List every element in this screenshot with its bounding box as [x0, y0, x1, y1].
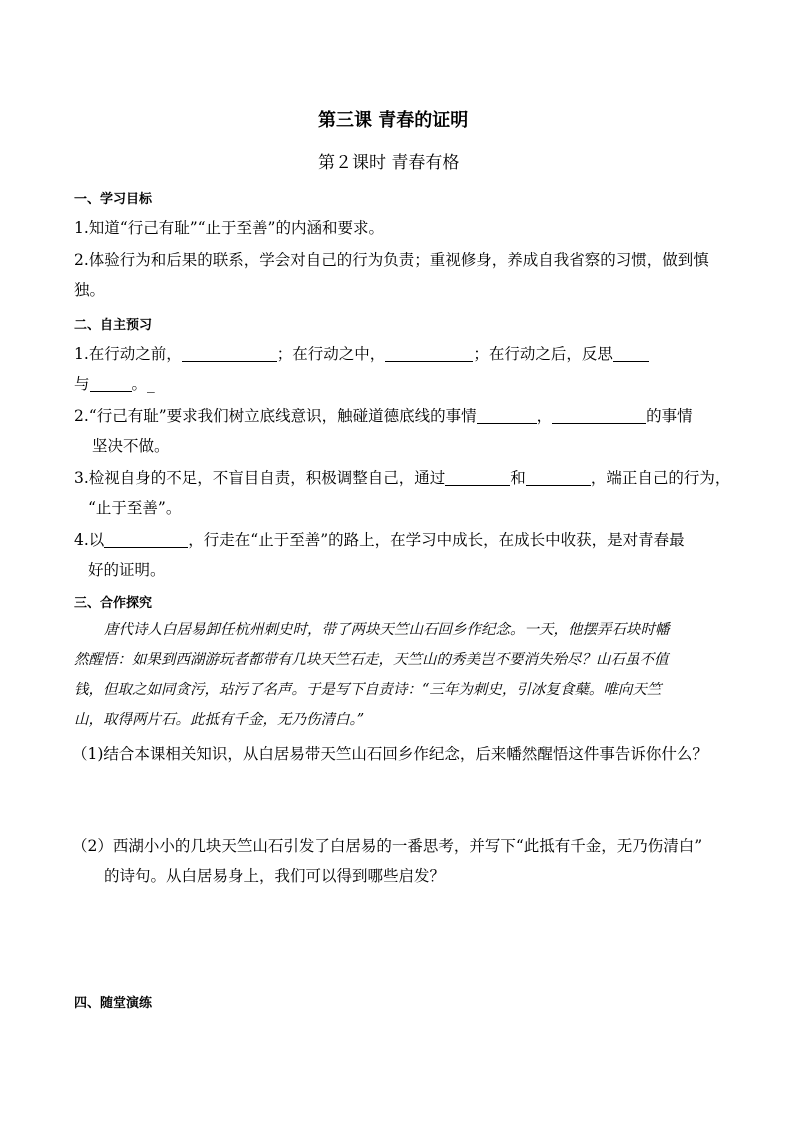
preview-q2-text-b: ， — [536, 407, 553, 425]
fill-blank[interactable] — [445, 470, 510, 486]
preview-q3-text-c: ，端正自己的行为， — [590, 469, 731, 487]
preview-q3-text-a: 3.检视自身的不足，不盲目自责，积极调整自己，通过 — [74, 469, 446, 487]
preview-q2-text-a: 2.“行己有耻”要求我们树立底线意识，触碰道德底线的事情 — [74, 407, 477, 425]
preview-q1-text-b: ；在行动之中， — [276, 345, 386, 363]
preview-q2-text-c: 的事情 — [646, 407, 693, 425]
preview-question-4 — [74, 528, 685, 550]
inquiry-question-2: （2）西湖小小的几块天竺山石引发了白居易的一番思考，并写下“此抵有千金，无乃伤清白” — [72, 837, 703, 855]
fill-blank[interactable] — [552, 408, 646, 424]
section-heading-goals: 一、学习目标 — [74, 192, 153, 207]
section-heading-practice: 四、随堂演练 — [74, 996, 153, 1011]
preview-q1-text-a: 1.在行动之前， — [74, 345, 182, 363]
inquiry-question-2-cont: 的诗句。从白居易身上，我们可以得到哪些启发？ — [104, 867, 446, 885]
passage-line: 唐代诗人白居易卸任杭州刺史时，带了两块天竺山石回乡作纪念。一天，他摆弄石块时幡 — [104, 622, 670, 638]
fill-blank[interactable] — [613, 346, 649, 362]
preview-question-4-cont: 好的证明。 — [88, 561, 166, 579]
preview-question-2-cont: 坚决不做。 — [92, 437, 170, 455]
preview-question-3-cont: “止于至善”。 — [88, 499, 182, 517]
preview-q1-text-c: ；在行动之后，反思 — [473, 345, 613, 363]
page-title: 第三课 青春的证明 — [318, 110, 469, 131]
fill-blank[interactable] — [385, 346, 473, 362]
passage-line: 然醒悟：如果到西湖游玩者都带有几块天竺石走，天竺山的秀美岂不要消失殆尽？山石虽不值 — [74, 652, 669, 668]
fill-blank[interactable] — [104, 532, 188, 548]
preview-question-1 — [74, 342, 649, 364]
preview-question-1-cont — [74, 372, 155, 394]
preview-question-2 — [74, 404, 693, 426]
preview-q4-text-b: ，行走在“止于至善”的路上，在学习中成长，在成长中收获，是对青春最 — [188, 531, 685, 549]
fill-blank[interactable] — [90, 376, 132, 392]
preview-q1-text-d: 与 — [74, 375, 90, 393]
fill-blank[interactable] — [182, 346, 277, 362]
preview-q1-text-e: 。_ — [131, 375, 155, 393]
preview-q3-text-b: 和 — [510, 469, 526, 487]
fill-blank[interactable] — [477, 408, 537, 424]
inquiry-question-1: （1)结合本课相关知识，从白居易带天竺山石回乡作纪念，后来幡然醒悟这件事告诉你什么？ — [72, 745, 708, 763]
preview-q4-text-a: 4.以 — [74, 531, 105, 549]
fill-blank[interactable] — [526, 470, 591, 486]
section-heading-inquiry: 三、合作探究 — [74, 596, 153, 611]
goal-item-1: 1.知道“行己有耻”“止于至善”的内涵和要求。 — [74, 219, 384, 237]
goal-item-2-cont: 独。 — [74, 281, 106, 299]
section-heading-preview: 二、自主预习 — [74, 318, 153, 333]
passage-line: 钱，但取之如同贪污，玷污了名声。于是写下自责诗：“三年为刺史，引冰复食蘖。唯向天竺 — [74, 682, 662, 698]
passage-line: 山，取得两片石。此抵有千金，无乃伤清白。” — [74, 712, 365, 728]
preview-question-3 — [74, 466, 730, 488]
goal-item-2: 2.体验行为和后果的联系，学会对自己的行为负责；重视修身，养成自我省察的习惯，做到慎 — [74, 251, 709, 269]
page-subtitle: 第２课时 青春有格 — [318, 153, 460, 173]
